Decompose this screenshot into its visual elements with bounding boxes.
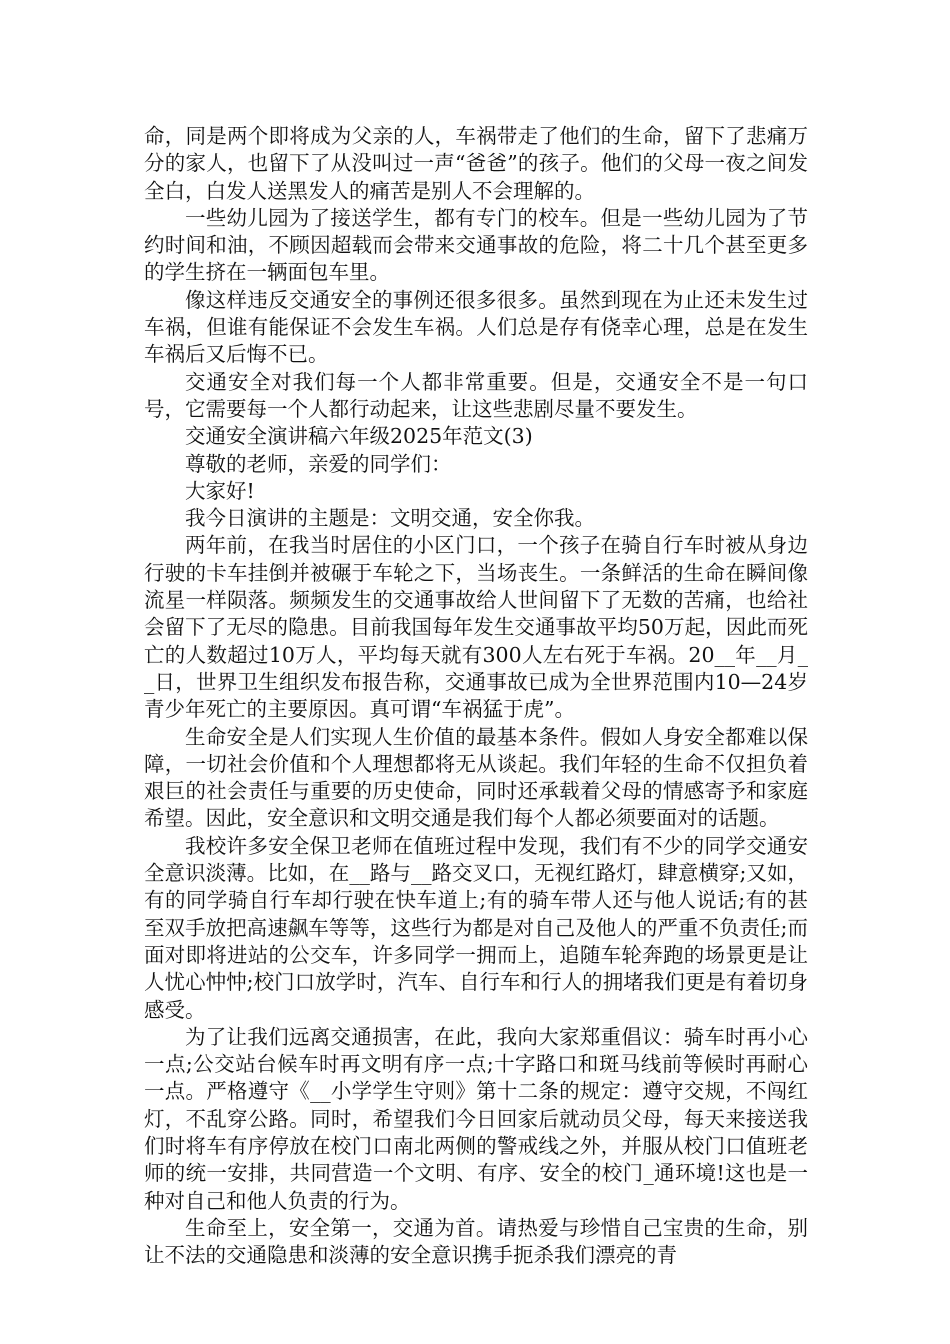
document-body (144, 123, 808, 1269)
paragraph: 命，同是两个即将成为父亲的人，车祸带走了他们的生命，留下了悲痛万分的家人，也留下了从没叫过一声“爸爸”的孩子。他们的父母一夜之间发全白，白发人送黑发人的痛苦是别人不会理解的。 (144, 124, 808, 203)
salutation: 尊敬的老师，亲爱的同学们： (185, 451, 452, 476)
paragraph: 像这样违反交通安全的事例还很多很多。虽然到现在为止还未发生过车祸，但谁有能保证不会发生车祸。人们总是存有侥幸心理，总是在发生车祸后又后悔不已。 (144, 287, 808, 367)
paragraph: 生命至上，安全第一，交通为首。请热爱与珍惜自己宝贵的生命，别让不法的交通隐患和淡薄的安全意识携手扼杀我们漂亮的青 (144, 1215, 808, 1268)
paragraph: 我今日演讲的主题是：文明交通，安全你我。 (185, 506, 595, 531)
section-heading: 交通安全演讲稿六年级2025年范文(3) (185, 424, 533, 449)
greeting: 大家好! (185, 478, 255, 503)
paragraph: 生命安全是人们实现人生价值的最基本条件。假如人身安全都难以保障，一切社会价值和个人理想都将无从谈起。我们年轻的生命不仅担负着艰巨的社会责任与重要的历史使命，同时还承载着父母的情感寄予和家庭希望。因此，安全意识和文明交通是我们每个人都必须要面对的话题。 (144, 724, 808, 831)
paragraph: 交通安全对我们每一个人都非常重要。但是，交通安全不是一句口号，它需要每一个人都行动起来，让这些悲剧尽量不要发生。 (144, 369, 808, 421)
paragraph: 两年前，在我当时居住的小区门口，一个孩子在骑自行车时被从身边行驶的卡车挂倒并被碾于车轮之下，当场丧生。一条鲜活的生命在瞬间像流星一样陨落。频频发生的交通事故给人世间留下了无数的苦痛，也给社会留下了无尽的隐患。目前我国每年发生交通事故平均50万起，因此而死亡的人数超过10万人，平均每天就有300人左右死于车祸。20__年__月__日，世界卫生组织发布报告称，交通事故已成为全世界范围内10—24岁青少年死亡的主要原因。真可谓“车祸猛于虎”。 (144, 533, 808, 722)
paragraph: 我校许多安全保卫老师在值班过程中发现，我们有不少的同学交通安全意识淡薄。比如，在__路与__路交叉口，无视红路灯，肆意横穿;又如，有的同学骑自行车却行驶在快车道上;有的骑车带人还与他人说话;有的甚至双手放把高速飙车等等，这些行为都是对自己及他人的严重不负责任;而面对即将进站的公交车，许多同学一拥而上，追随车轮奔跑的场景更是让人忧心忡忡;校门口放学时，汽车、自行车和行人的拥堵我们更是有着切身感受。 (144, 833, 808, 1022)
paragraph: 为了让我们远离交通损害，在此，我向大家郑重倡议：骑车时再小心一点;公交站台候车时再文明有序一点;十字路口和斑马线前等候时再耐心一点。严格遵守《__小学学生守则》第十二条的规定：遵守交规，不闯红灯，不乱穿公路。同时，希望我们今日回家后就动员父母，每天来接送我们时将车有序停放在校门口南北两侧的警戒线之外，并服从校门口值班老师的统一安排，共同营造一个文明、有序、安全的校门_通环境!这也是一种对自己和他人负责的行为。 (144, 1024, 808, 1213)
paragraph: 一些幼儿园为了接送学生，都有专门的校车。但是一些幼儿园为了节约时间和油，不顾因超载而会带来交通事故的危险，将二十几个甚至更多的学生挤在一辆面包车里。 (144, 205, 808, 285)
